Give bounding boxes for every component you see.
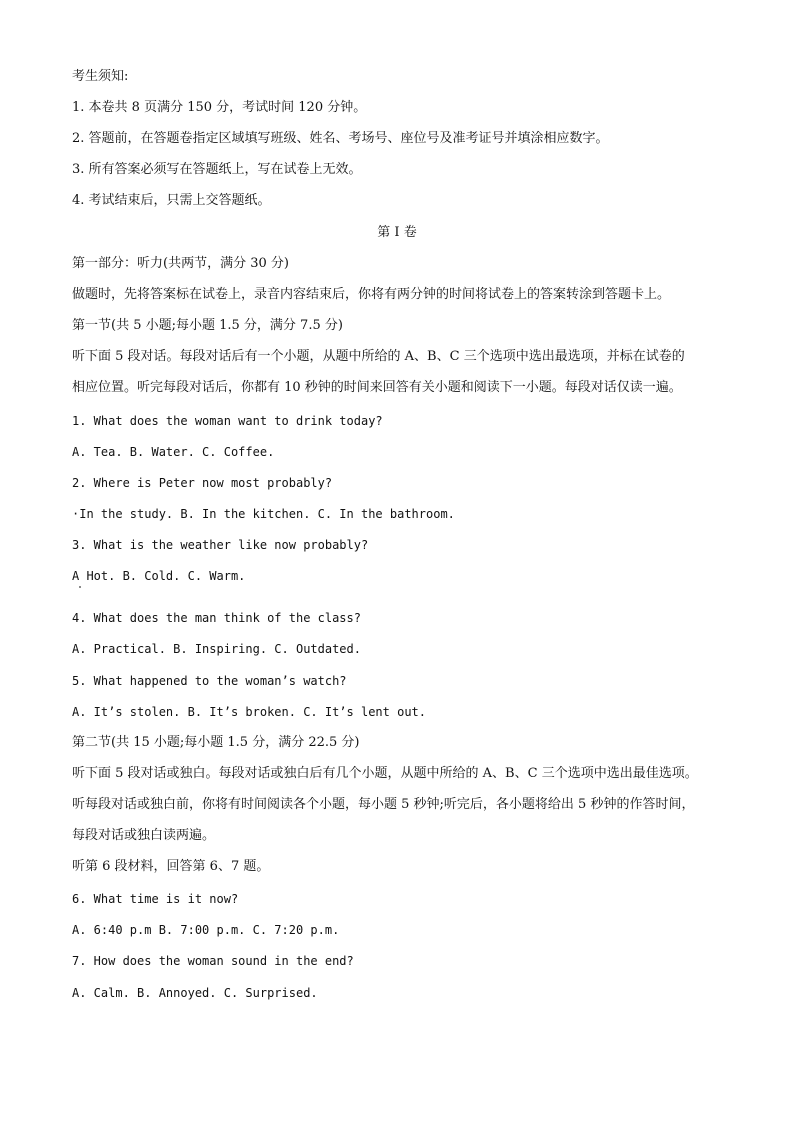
notice-item-4: 4. 考试结束后，只需上交答题纸。 <box>72 193 271 208</box>
part1-instruction: 做题时，先将答案标在试卷上，录音内容结束后，你将有两分钟的时间将试卷上的答案转涂到答题卡上。 <box>72 287 671 302</box>
section1-instruction-line-1: 听下面 5 段对话。每段对话后有一个小题，从题中所给的 A、B、C 三个选项中选出最选项，并标在试卷的 <box>72 349 685 364</box>
question-3-options: A Hot. B. Cold. C. Warm. <box>72 569 246 583</box>
question-1-options: A. Tea. B. Water. C. Coffee. <box>72 445 275 459</box>
question-7-options: A. Calm. B. Annoyed. C. Surprised. <box>72 986 318 1000</box>
notice-item-3: 3. 所有答案必须写在答题纸上，写在试卷上无效。 <box>72 162 362 177</box>
question-2-options: ·In the study. B. In the kitchen. C. In the bathroom. <box>72 507 455 521</box>
notice-item-2: 2. 答题前，在答题卷指定区域填写班级、姓名、考场号、座位号及准考证号并填涂相应数字。 <box>72 131 609 146</box>
section1-instruction-line-2: 相应位置。听完每段对话后，你都有 10 秒钟的时间来回答有关小题和阅读下一小题。每段对话仅读一遍。 <box>72 380 682 395</box>
volume-title: 第 I 卷 <box>377 225 417 240</box>
section2-instruction-line-1: 听下面 5 段对话或独白。每段对话或独白后有几个小题，从题中所给的 A、B、C 三个选项中选出最佳选项。 <box>72 766 698 781</box>
question-5: 5. What happened to the woman’s watch? <box>72 674 347 688</box>
section2-title: 第二节(共 15 小题;每小题 1.5 分，满分 22.5 分) <box>72 735 360 750</box>
section2-instruction-line-2: 听每段对话或独白前，你将有时间阅读各个小题，每小题 5 秒钟;听完后，各小题将给出 5 秒钟的作答时间， <box>72 797 695 812</box>
question-7: 7. How does the woman sound in the end? <box>72 954 354 968</box>
question-4: 4. What does the man think of the class? <box>72 611 361 625</box>
question-6-options: A. 6:40 p.m B. 7:00 p.m. C. 7:20 p.m. <box>72 923 340 937</box>
stray-mark <box>79 586 81 588</box>
material-6-intro: 听第 6 段材料，回答第 6、7 题。 <box>72 859 270 874</box>
question-6: 6. What time is it now? <box>72 892 239 906</box>
question-5-options: A. It’s stolen. B. It’s broken. C. It’s lent out. <box>72 705 427 719</box>
section2-instruction-line-3: 每段对话或独白读两遍。 <box>72 828 216 843</box>
question-2: 2. Where is Peter now most probably? <box>72 476 333 490</box>
notice-item-1: 1. 本卷共 8 页满分 150 分，考试时间 120 分钟。 <box>72 100 367 115</box>
part1-title: 第一部分：听力(共两节，满分 30 分) <box>72 256 289 271</box>
section1-title: 第一节(共 5 小题;每小题 1.5 分，满分 7.5 分) <box>72 318 343 333</box>
notice-title: 考生须知: <box>72 69 129 84</box>
question-4-options: A. Practical. B. Inspiring. C. Outdated. <box>72 642 361 656</box>
question-1: 1. What does the woman want to drink today? <box>72 414 383 428</box>
question-3: 3. What is the weather like now probably? <box>72 538 369 552</box>
